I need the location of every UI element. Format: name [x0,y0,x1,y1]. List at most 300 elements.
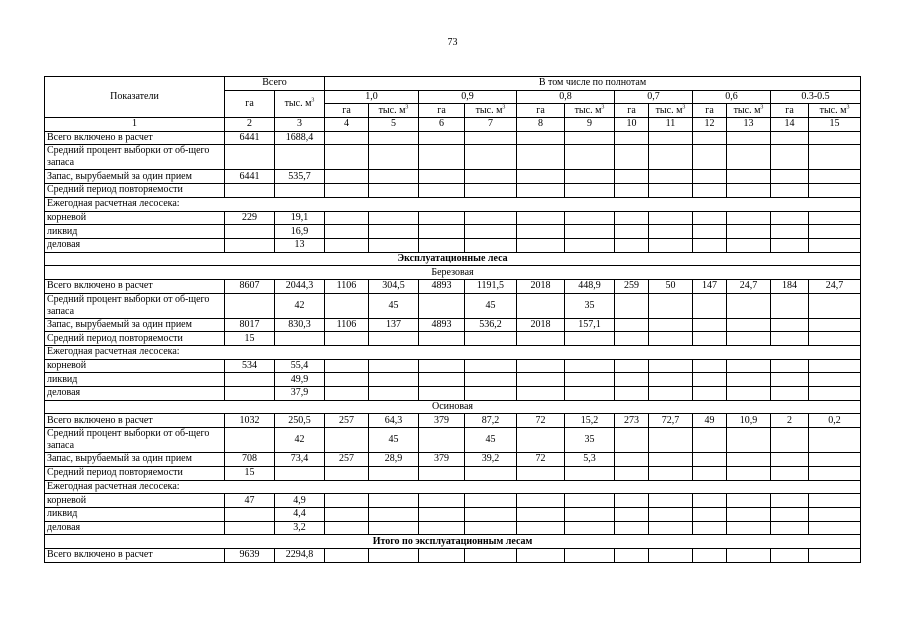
cell-value [517,225,565,239]
cell-value [649,184,693,198]
table-row [45,184,861,198]
cell-value [727,453,771,467]
cell-value [615,293,649,318]
cell-value [517,387,565,401]
cell-value [727,318,771,332]
cell-value [369,548,419,562]
cell-value [693,428,727,453]
cell-value [809,521,861,535]
cell-value [465,131,517,145]
cell-value [649,453,693,467]
cell-value [325,494,369,508]
cell-value [693,211,727,225]
cell-value: 379 [419,414,465,428]
density-header: 1,0 [325,90,419,104]
cell-value: 4,4 [275,507,325,521]
cell-value [727,293,771,318]
row-label: Запас, вырубаемый за один прием [45,318,225,332]
cell-value [693,521,727,535]
cell-value: 35 [565,293,615,318]
column-number: 4 [325,118,369,132]
table-row [45,293,861,318]
cell-value: 2 [771,414,809,428]
cell-value [693,293,727,318]
cell-value [809,373,861,387]
cell-value [771,466,809,480]
cell-value [419,225,465,239]
cell-value [565,145,615,170]
cell-value [369,359,419,373]
cell-value [465,225,517,239]
row-label: Всего включено в расчет [45,279,225,293]
cell-value: 47 [225,494,275,508]
table-row [45,359,861,373]
cell-value [615,494,649,508]
by-density-header: В том числе по полнотам [325,77,861,91]
cell-value [727,521,771,535]
cell-value [693,332,727,346]
cell-value [771,359,809,373]
table-row [45,238,861,252]
column-number: 13 [727,118,771,132]
cell-value [771,318,809,332]
cell-value [517,548,565,562]
cell-value [809,387,861,401]
cell-value [465,184,517,198]
cell-value [325,211,369,225]
cell-value [649,548,693,562]
cell-value: 6441 [225,170,275,184]
cell-value [517,373,565,387]
cell-value [565,466,615,480]
cell-value [565,494,615,508]
cell-value [771,507,809,521]
row-label: ликвид [45,225,225,239]
table-row [45,279,861,293]
cell-value [809,428,861,453]
cell-value [771,211,809,225]
cell-value [225,387,275,401]
cell-value [615,373,649,387]
cell-value: 3,2 [275,521,325,535]
cell-value [565,359,615,373]
cell-value [419,548,465,562]
cell-value: 257 [325,414,369,428]
cell-value [517,170,565,184]
cell-value: 28,9 [369,453,419,467]
cell-value [465,387,517,401]
cell-value [565,507,615,521]
cell-value: 55,4 [275,359,325,373]
cell-value [649,145,693,170]
cell-value [419,359,465,373]
cell-value [771,145,809,170]
cell-value [517,428,565,453]
cell-value [615,211,649,225]
cell-value [275,466,325,480]
cell-value [517,211,565,225]
cell-value: 1191,5 [465,279,517,293]
cell-value [809,359,861,373]
cell-value [325,238,369,252]
cell-value: 1688,4 [275,131,325,145]
cell-value [727,145,771,170]
cell-value [517,184,565,198]
cell-value [565,238,615,252]
cell-value: 2018 [517,279,565,293]
row-label: корневой [45,211,225,225]
row-label: Запас, вырубаемый за один прием [45,453,225,467]
cell-value [649,293,693,318]
cell-value [649,521,693,535]
cell-value [465,238,517,252]
cell-value [369,184,419,198]
density-header: 0,8 [517,90,615,104]
cell-value [809,131,861,145]
cell-value: 2018 [517,318,565,332]
cell-value [649,428,693,453]
table-row [45,480,861,494]
density-header: 0,6 [693,90,771,104]
cell-value [517,507,565,521]
cell-value [325,184,369,198]
row-label: Ежегодная расчетная лесосека: [45,480,861,494]
cell-value [369,238,419,252]
row-label: Ежегодная расчетная лесосека: [45,346,861,360]
cell-value [565,184,615,198]
cell-value [565,373,615,387]
density-ha-header: га [771,104,809,118]
cell-value: 39,2 [465,453,517,467]
cell-value [615,521,649,535]
cell-value [325,428,369,453]
cell-value [325,170,369,184]
cell-value [809,548,861,562]
cell-value [565,211,615,225]
cell-value [771,453,809,467]
row-label: корневой [45,359,225,373]
row-label: деловая [45,521,225,535]
cell-value [465,359,517,373]
cell-value [419,211,465,225]
cell-value: 2294,8 [275,548,325,562]
density-ha-header: га [325,104,369,118]
cell-value: 4,9 [275,494,325,508]
cell-value [275,184,325,198]
cell-value [649,507,693,521]
cell-value [649,225,693,239]
cell-value: 2044,3 [275,279,325,293]
cell-value [771,293,809,318]
cell-value: 137 [369,318,419,332]
cell-value [809,211,861,225]
cell-value [419,387,465,401]
cell-value [771,387,809,401]
cell-value [727,225,771,239]
column-number: 10 [615,118,649,132]
cell-value: 72,7 [649,414,693,428]
cell-value [275,332,325,346]
cell-value [419,131,465,145]
row-label: деловая [45,238,225,252]
cell-value: 379 [419,453,465,467]
cell-value [649,332,693,346]
cell-value: 87,2 [465,414,517,428]
density-ha-header: га [693,104,727,118]
cell-value: 35 [565,428,615,453]
column-number: 6 [419,118,465,132]
cell-value [693,507,727,521]
table-row [45,131,861,145]
cell-value: 13 [275,238,325,252]
cell-value: 448,9 [565,279,615,293]
cell-value [693,373,727,387]
cell-value [325,131,369,145]
cell-value [809,184,861,198]
cell-value [615,548,649,562]
cell-value: 229 [225,211,275,225]
cell-value [419,293,465,318]
cell-value [369,131,419,145]
cell-value: 49,9 [275,373,325,387]
row-label: ликвид [45,507,225,521]
cell-value: 45 [369,428,419,453]
cell-value: 273 [615,414,649,428]
cell-value: 257 [325,453,369,467]
cell-value [693,494,727,508]
column-number: 9 [565,118,615,132]
cell-value [615,238,649,252]
cell-value [693,238,727,252]
cell-value [517,238,565,252]
table-row [45,414,861,428]
cell-value: 24,7 [809,279,861,293]
cell-value [615,170,649,184]
cell-value: 42 [275,428,325,453]
row-label: Средний процент выборки от об-щего запаса [45,293,225,318]
cell-value [419,494,465,508]
density-header: 0,9 [419,90,517,104]
cell-value: 19,1 [275,211,325,225]
cell-value [369,521,419,535]
cell-value: 49 [693,414,727,428]
cell-value [225,238,275,252]
cell-value [771,494,809,508]
cell-value: 304,5 [369,279,419,293]
cell-value [809,238,861,252]
cell-value [693,170,727,184]
column-number: 14 [771,118,809,132]
cell-value [369,170,419,184]
column-number: 3 [275,118,325,132]
cell-value: 15 [225,466,275,480]
column-number: 1 [45,118,225,132]
cell-value [465,494,517,508]
cell-value: 147 [693,279,727,293]
cell-value [325,293,369,318]
cell-value [325,548,369,562]
density-volume-header: тыс. $м^3$ [727,104,771,118]
table-row [45,225,861,239]
table-row [45,535,861,549]
density-ha-header: га [615,104,649,118]
cell-value [771,428,809,453]
table-row [45,387,861,401]
cell-value [809,318,861,332]
table-row [45,332,861,346]
cell-value [419,466,465,480]
cell-value [693,548,727,562]
cell-value [565,170,615,184]
cell-value [693,318,727,332]
cell-value [369,211,419,225]
cell-value [727,170,771,184]
cell-value [419,238,465,252]
cell-value [225,293,275,318]
table-row [45,466,861,480]
cell-value: 534 [225,359,275,373]
cell-value: 0,2 [809,414,861,428]
cell-value [465,145,517,170]
cell-value [465,507,517,521]
cell-value [615,428,649,453]
column-number: 15 [809,118,861,132]
cell-value [325,466,369,480]
cell-value [465,466,517,480]
cell-value: 64,3 [369,414,419,428]
table-row [45,346,861,360]
cell-value [809,507,861,521]
cell-value [517,466,565,480]
cell-value [565,225,615,239]
cell-value [225,184,275,198]
cell-value [693,387,727,401]
cell-value [693,145,727,170]
column-number: 8 [517,118,565,132]
cell-value: 45 [465,428,517,453]
cell-value [419,332,465,346]
cell-value [615,453,649,467]
cell-value [225,428,275,453]
cell-value [369,332,419,346]
cell-value [649,318,693,332]
cell-value [369,466,419,480]
total-volume-header: тыс. $м^3$ [275,90,325,117]
row-label: Всего включено в расчет [45,548,225,562]
cell-value [649,466,693,480]
cell-value [465,170,517,184]
cell-value [727,238,771,252]
cell-value [325,332,369,346]
cell-value [693,466,727,480]
density-ha-header: га [419,104,465,118]
cell-value [693,131,727,145]
cell-value [727,332,771,346]
cell-value: 5,3 [565,453,615,467]
cell-value [225,225,275,239]
row-label: Ежегодная расчетная лесосека: [45,197,861,211]
cell-value: 8607 [225,279,275,293]
cell-value [225,373,275,387]
density-header: 0,7 [615,90,693,104]
column-number: 11 [649,118,693,132]
table-row [45,494,861,508]
row-label: Средний процент выборки от об-щего запаса [45,145,225,170]
density-volume-header: тыс. $м^3$ [649,104,693,118]
cell-value: 73,4 [275,453,325,467]
cell-value [771,548,809,562]
cell-value [615,318,649,332]
cell-value [615,145,649,170]
density-volume-header: тыс. $м^3$ [465,104,517,118]
cell-value [565,521,615,535]
cell-value [771,184,809,198]
cell-value: 10,9 [727,414,771,428]
cell-value: 42 [275,293,325,318]
cell-value: 4893 [419,318,465,332]
cell-value [649,373,693,387]
cell-value: 184 [771,279,809,293]
cell-value: 1106 [325,318,369,332]
cell-value [809,170,861,184]
cell-value [419,373,465,387]
row-label: Средний процент выборки от об-щего запаса [45,428,225,453]
density-ha-header: га [517,104,565,118]
cell-value [727,428,771,453]
cell-value [649,387,693,401]
cell-value [465,332,517,346]
cell-value [465,521,517,535]
cell-value [809,332,861,346]
cell-value: 45 [465,293,517,318]
table-row [45,373,861,387]
cell-value: 72 [517,414,565,428]
subsection-title: Осиновая [45,400,861,414]
cell-value [727,359,771,373]
section-title: Итого по эксплуатационным лесам [45,535,861,549]
row-label: ликвид [45,373,225,387]
cell-value [615,131,649,145]
cell-value [565,387,615,401]
cell-value [809,225,861,239]
cell-value [615,359,649,373]
table-row [45,428,861,453]
table-row [45,453,861,467]
column-number: 7 [465,118,517,132]
cell-value [727,184,771,198]
cell-value [727,131,771,145]
cell-value [325,373,369,387]
cell-value [771,373,809,387]
cell-value [419,507,465,521]
row-label: Средний период повторяемости [45,184,225,198]
cell-value [771,332,809,346]
cell-value [419,170,465,184]
table-row [45,521,861,535]
cell-value [727,507,771,521]
density-header: 0.3-0.5 [771,90,861,104]
cell-value [225,145,275,170]
cell-value: 1106 [325,279,369,293]
cell-value: 72 [517,453,565,467]
table-row [45,197,861,211]
section-title: Эксплуатационные леса [45,252,861,266]
cell-value [325,387,369,401]
cell-value [565,131,615,145]
table-row [45,145,861,170]
cell-value [693,359,727,373]
density-volume-header: тыс. $м^3$ [565,104,615,118]
